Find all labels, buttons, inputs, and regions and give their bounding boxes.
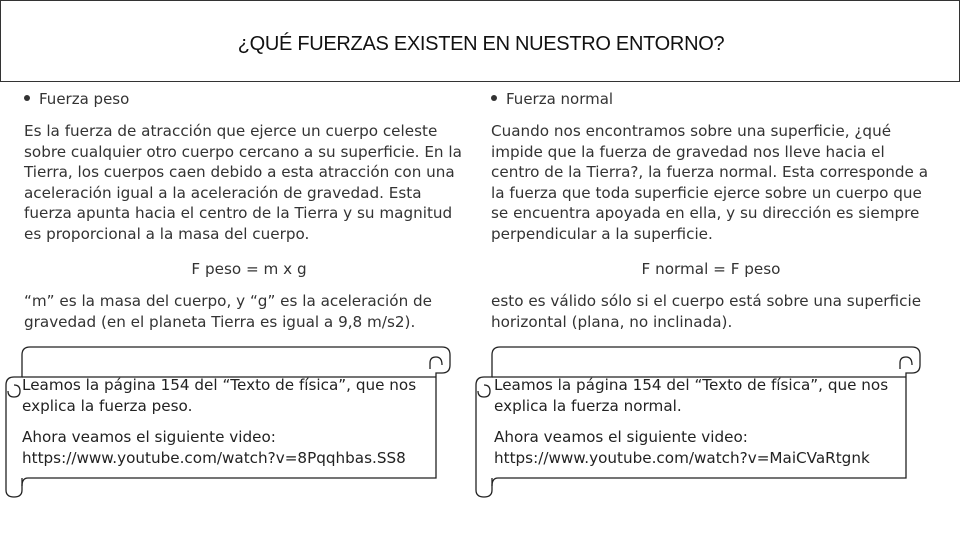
bullet-icon bbox=[491, 95, 497, 101]
scroll-callout-normal bbox=[470, 345, 940, 500]
paragraph-normal: Cuando nos encontramos sobre una superficie, ¿qué impide que la fuerza de gravedad nos lleve hacia el centro de la Tierra?, la fuerza normal. Esta corresponde a la fuerza que toda superficie ejerce sobre un cuerpo que se encuentra apoyada en ella, y su dirección es siempre perpendicular a la superficie. bbox=[491, 122, 929, 243]
bullet-label: Fuerza normal bbox=[506, 90, 614, 108]
scroll-text-peso bbox=[22, 375, 452, 468]
bullet-icon bbox=[24, 95, 30, 101]
scroll-instruction: Leamos la página 154 del “Texto de física”, que nos explica la fuerza peso. bbox=[22, 376, 417, 415]
scroll-instruction: Leamos la página 154 del “Texto de física”, que nos explica la fuerza normal. bbox=[494, 376, 889, 415]
video-link-normal[interactable]: https://www.youtube.com/watch?v=MaiCVaRtgnk bbox=[494, 448, 870, 467]
paragraph-peso: Es la fuerza de atracción que ejerce un cuerpo celeste sobre cualquier otro cuerpo cercano a su superficie. En la Tierra, los cuerpos caen debido a esta atracción con una aceleración igual a la aceleración de gravedad. Esta fuerza apunta hacia el centro de la Tierra y su magnitud es proporcional a la masa del cuerpo. bbox=[24, 122, 462, 243]
formula-peso: F peso = m x g bbox=[191, 260, 307, 278]
video-link-peso[interactable]: https://www.youtube.com/watch?v=8Pqqhbas.SS8 bbox=[22, 448, 406, 467]
scroll-text-normal bbox=[494, 375, 924, 468]
bullet-label: Fuerza peso bbox=[39, 90, 130, 108]
note-peso: “m” es la masa del cuerpo, y “g” es la aceleración de gravedad (en el planeta Tierra es igual a 9,8 m/s2). bbox=[24, 292, 433, 331]
scroll-callout-peso bbox=[0, 345, 470, 500]
scroll-video-label: Ahora veamos el siguiente video: bbox=[494, 428, 748, 446]
note-normal: esto es válido sólo si el cuerpo está sobre una superficie horizontal (plana, no inclinada). bbox=[491, 292, 922, 331]
bullet-heading-normal bbox=[491, 90, 613, 108]
title-box bbox=[0, 0, 960, 82]
scroll-video-label: Ahora veamos el siguiente video: bbox=[22, 428, 276, 446]
page-title: ¿QUÉ FUERZAS EXISTEN EN NUESTRO ENTORNO? bbox=[237, 33, 725, 55]
bullet-heading-peso bbox=[24, 90, 129, 108]
formula-normal: F normal = F peso bbox=[641, 260, 781, 278]
